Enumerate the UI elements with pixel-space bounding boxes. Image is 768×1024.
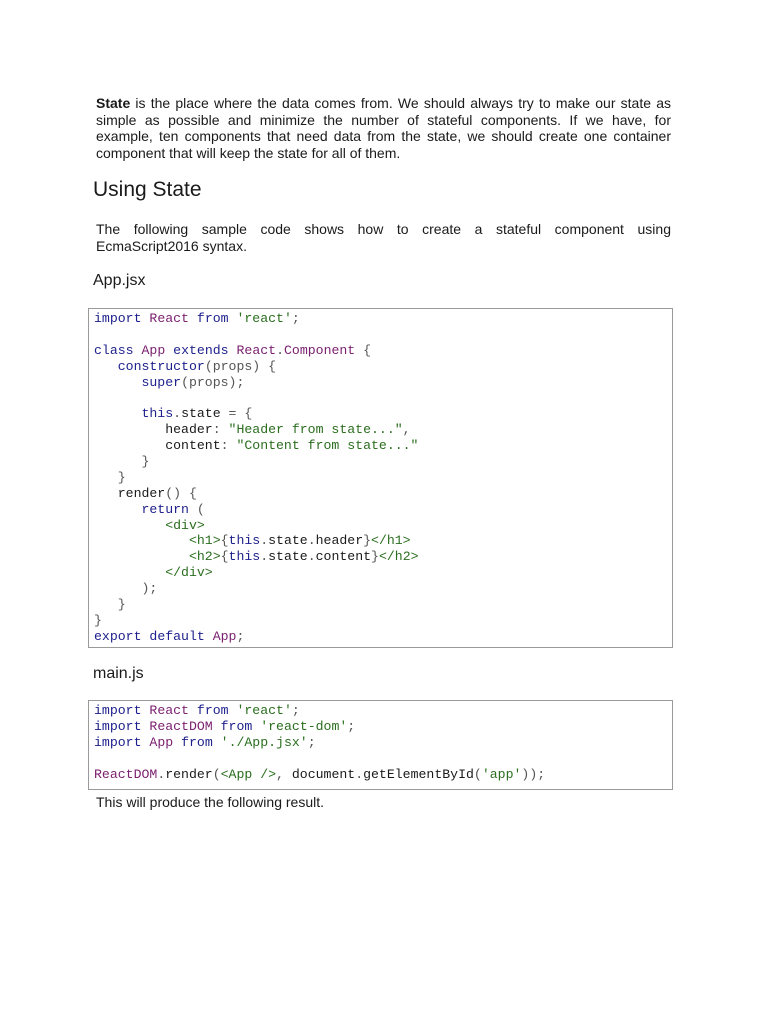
code-line: [94, 438, 672, 454]
code-line: [94, 518, 672, 534]
code-token: {: [220, 549, 229, 565]
code-line: [94, 549, 672, 565]
code-token: from: [196, 311, 229, 326]
main-file-label: main.js: [93, 665, 144, 682]
code-token: [94, 565, 165, 580]
code-token: [94, 470, 118, 485]
code-token: :: [212, 422, 229, 438]
code-token: [229, 343, 237, 358]
code-token: ;: [236, 628, 245, 644]
section-heading: Using State: [93, 178, 202, 201]
code-token: [94, 454, 141, 469]
code-token: App: [212, 628, 237, 644]
code-token: './App.jsx': [220, 734, 308, 750]
code-token: {: [363, 342, 372, 358]
code-token: super: [141, 374, 182, 390]
code-token: this: [228, 533, 261, 549]
code-token: 'app': [481, 766, 522, 782]
code-token: }: [371, 549, 379, 565]
code-token: </div>: [165, 565, 213, 581]
code-token: extends: [173, 342, 229, 358]
code-token: .: [157, 766, 166, 782]
code-token: }: [117, 469, 126, 485]
code-token: class: [94, 342, 134, 358]
code-token: ReactDOM: [149, 718, 213, 734]
code-token: <App />: [220, 766, 277, 782]
code-line: [94, 751, 672, 767]
code-token: ;: [347, 718, 356, 734]
code-line: [94, 565, 672, 581]
code-token: header: [315, 533, 364, 549]
code-token: .: [276, 342, 284, 358]
code-line: [94, 311, 672, 327]
code-token: }: [363, 533, 372, 549]
code-line: [94, 486, 672, 502]
code-token: [94, 359, 118, 374]
code-line: [94, 343, 672, 359]
app-file-label: App.jsx: [93, 272, 146, 289]
code-token: return: [141, 501, 189, 517]
code-token: }: [117, 597, 126, 613]
code-token: [94, 502, 141, 517]
code-token: <div>: [165, 517, 205, 533]
code-token: App: [141, 342, 166, 358]
main-code-block[interactable]: [88, 700, 673, 790]
code-line: [94, 533, 672, 549]
code-token: "Content from state...": [236, 438, 419, 454]
code-token: [213, 719, 221, 734]
code-line: [94, 406, 672, 422]
code-token: state: [268, 533, 308, 549]
code-token: ,: [276, 766, 292, 782]
code-token: import: [94, 311, 142, 326]
code-token: 'react': [236, 703, 292, 718]
code-token: default: [149, 628, 205, 644]
code-token: 'react-dom': [260, 718, 348, 734]
code-token: ;: [291, 311, 300, 326]
code-token: .: [260, 533, 269, 549]
code-token: this: [228, 549, 261, 565]
code-token: (props) {: [204, 358, 277, 374]
code-line: [94, 613, 672, 629]
code-line: [94, 629, 672, 645]
code-line: [94, 375, 672, 391]
code-line: [94, 470, 672, 486]
code-token: .: [307, 549, 316, 565]
code-token: [165, 343, 173, 358]
code-token: React: [236, 342, 277, 358]
code-token: from: [181, 734, 213, 750]
code-token: getElementById: [363, 766, 474, 782]
code-token: [94, 533, 189, 548]
code-token: import: [94, 718, 142, 734]
code-token: {: [220, 533, 229, 549]
code-token: .: [260, 549, 269, 565]
code-token: }: [141, 454, 150, 470]
code-token: = {: [228, 406, 253, 422]
code-token: App: [149, 734, 174, 750]
code-token: "Header from state...": [228, 422, 403, 438]
code-token: content: [94, 438, 221, 454]
code-token: render: [94, 485, 166, 501]
code-token: import: [94, 703, 142, 718]
code-line: [94, 502, 672, 518]
code-line: [94, 422, 672, 438]
code-token: ReactDOM: [94, 766, 158, 782]
code-token: [355, 343, 363, 358]
code-token: (: [212, 766, 221, 782]
code-token: .: [355, 766, 364, 782]
code-token: [189, 502, 197, 517]
code-token: [205, 629, 213, 644]
intro-paragraph: [96, 95, 671, 162]
section-paragraph: The following sample code shows how to create a stateful component using EcmaScript2016 syntax.: [96, 221, 671, 254]
code-token: (: [196, 501, 205, 517]
code-line: [94, 581, 672, 597]
code-token: this: [141, 406, 174, 422]
code-token: Component: [284, 342, 356, 358]
code-token: from: [220, 718, 253, 734]
code-line: [94, 597, 672, 613]
code-token: React: [149, 703, 189, 718]
code-line: [94, 454, 672, 470]
code-line: [94, 359, 672, 375]
code-token: React: [149, 311, 189, 326]
code-token: content: [315, 549, 372, 565]
code-line: [94, 719, 672, 735]
code-token: constructor: [117, 358, 205, 374]
code-token: (: [473, 766, 482, 782]
code-token: header: [94, 422, 213, 438]
code-token: [94, 597, 118, 612]
code-token: render: [165, 766, 213, 782]
code-token: 'react': [236, 311, 292, 326]
code-token: }: [94, 612, 102, 628]
code-token: [94, 375, 141, 390]
code-token: import: [94, 734, 142, 750]
code-line: [94, 703, 672, 719]
state-term: State: [96, 95, 131, 111]
code-token: [189, 311, 197, 326]
code-token: state: [181, 406, 229, 422]
code-token: <h1>: [188, 533, 221, 549]
code-line: [94, 390, 672, 406]
code-token: state: [268, 549, 308, 565]
code-token: [94, 406, 141, 421]
code-token: [94, 581, 141, 596]
code-line: [94, 735, 672, 751]
code-token: [173, 735, 181, 750]
code-token: export: [94, 628, 142, 644]
code-line: [94, 767, 672, 783]
code-token: [189, 703, 197, 718]
code-token: .: [307, 533, 316, 549]
code-token: document: [291, 766, 356, 782]
intro-text: is the place where the data comes from. We should always try to make our state as simple as possible and minimize the number of stateful components. If we have, for example, ten components that need data from the state, we should create one container component that will keep the state for all of them.: [96, 95, 671, 162]
code-token: [94, 518, 165, 533]
code-token: [213, 735, 221, 750]
code-token: ));: [521, 766, 546, 782]
code-token: ,: [402, 422, 411, 438]
code-token: from: [196, 703, 229, 718]
code-token: (props);: [181, 374, 245, 390]
code-token: () {: [165, 485, 197, 501]
code-token: .: [173, 406, 182, 422]
code-token: ;: [307, 734, 316, 750]
code-token: </h1>: [371, 533, 411, 549]
code-token: <h2>: [188, 549, 221, 565]
code-token: ;: [291, 703, 300, 718]
app-code-block[interactable]: [88, 308, 673, 648]
result-text: This will produce the following result.: [96, 794, 324, 810]
code-token: </h2>: [378, 549, 419, 565]
code-token: );: [141, 581, 158, 597]
code-line: [94, 327, 672, 343]
code-token: [134, 343, 142, 358]
code-token: :: [220, 438, 237, 454]
code-token: [94, 549, 189, 564]
